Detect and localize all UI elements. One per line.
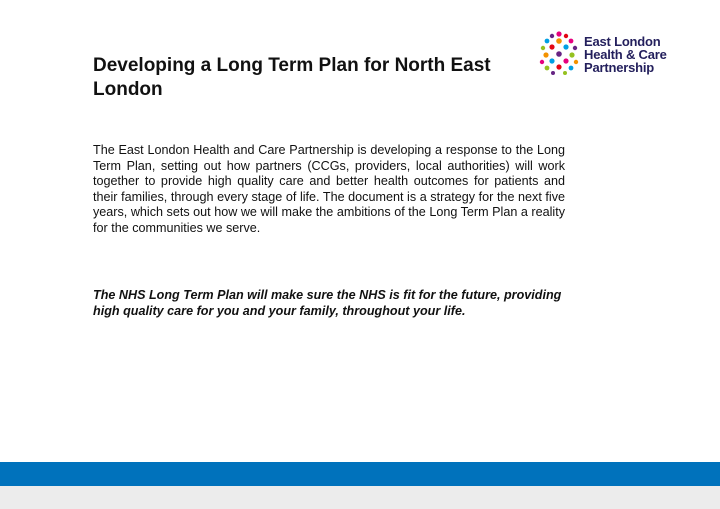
logo-line-1: East London [584, 34, 661, 49]
footer-blue-bar [0, 462, 720, 486]
footer-grey-strip [0, 486, 720, 509]
body-paragraph: The East London Health and Care Partnership is developing a response to the Long Term Plan, setting out how partners (CCGs, providers, local authorities) will work together to provide high quality care and better health outcomes for patients and their families, through every stage of life. The document is a strategy for the next five years, which sets out how we will make the ambitions of the Long Term Plan a reality for the communities we serve. [93, 143, 565, 235]
logo-line-2: Health & Care [584, 47, 667, 62]
page-title: Developing a Long Term Plan for North East London [93, 55, 491, 100]
logo-line-3: Partnership [584, 60, 655, 75]
partnership-logo [538, 30, 678, 80]
nhs-tagline: The NHS Long Term Plan will make sure the NHS is fit for the future, providing high quality care for you and your family, throughout your life. [93, 288, 562, 318]
logo-text [584, 35, 667, 74]
logo-dots-icon [538, 30, 580, 76]
